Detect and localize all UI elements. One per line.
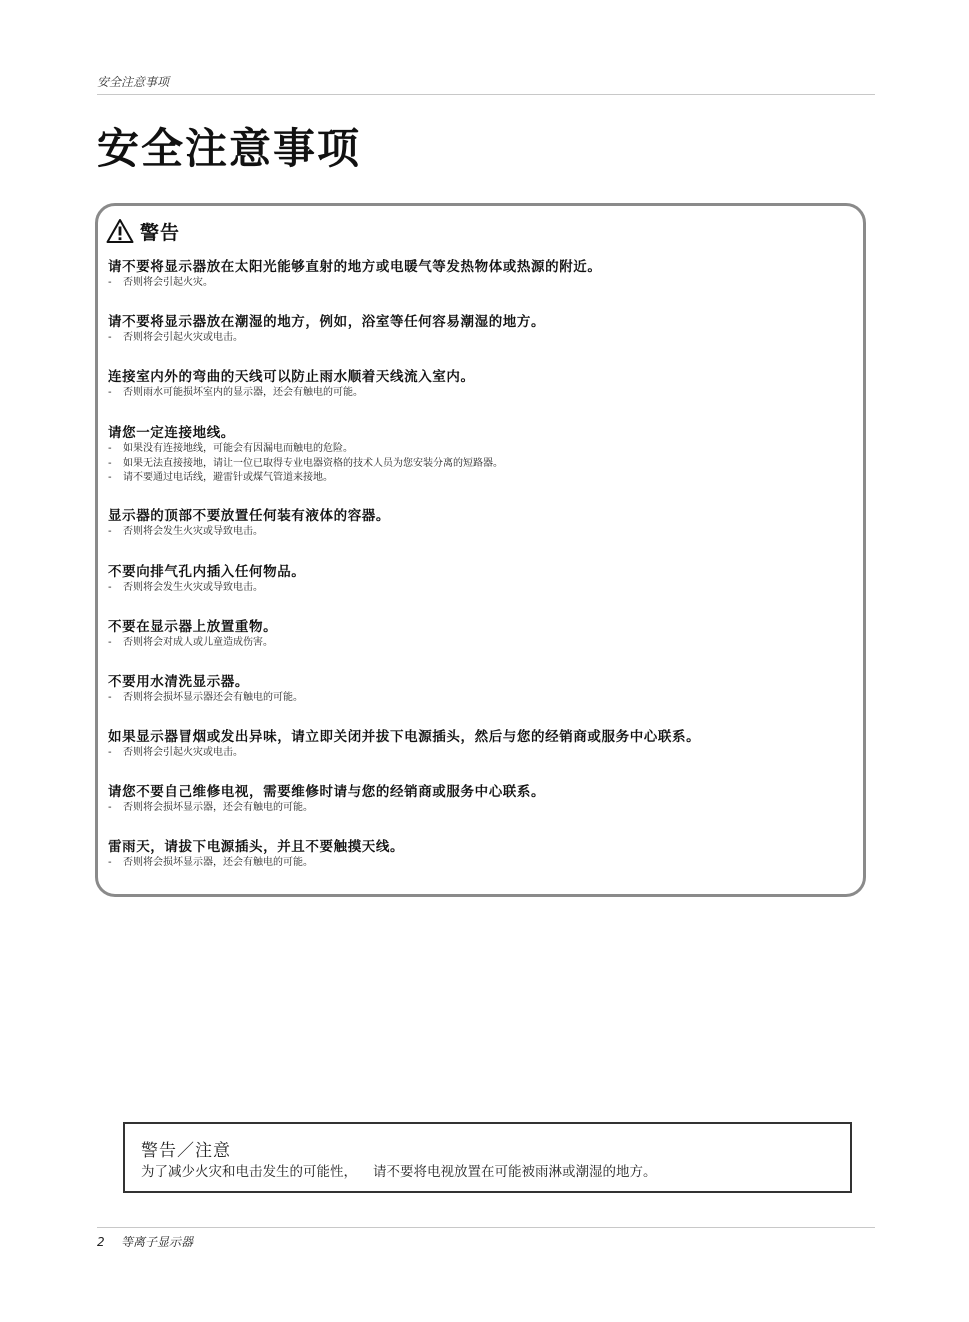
note-bullet: - bbox=[108, 637, 112, 648]
warning-item bbox=[108, 507, 858, 540]
warning-item-note bbox=[108, 471, 858, 486]
footer bbox=[97, 1233, 193, 1250]
caution-text bbox=[141, 1160, 657, 1180]
warning-item bbox=[108, 313, 858, 346]
note-bullet: - bbox=[108, 457, 112, 469]
note-bullet: - bbox=[108, 332, 112, 343]
caution-text-part1: 为了减少火灾和电击发生的可能性， bbox=[141, 1164, 357, 1180]
page-number: 2 bbox=[97, 1235, 105, 1249]
note-text: 否则将会损坏显示器，还会有触电的可能。 bbox=[123, 802, 313, 813]
caution-text-part2: 请不要将电视放置在可能被雨淋或潮湿的地方。 bbox=[373, 1164, 657, 1180]
warning-item-note bbox=[108, 331, 858, 346]
note-text: 否则将会发生火灾或导致电击。 bbox=[123, 526, 263, 537]
note-bullet: - bbox=[108, 692, 112, 703]
caution-title: 警告／注意 bbox=[141, 1141, 231, 1161]
note-text: 否则将会引起火灾或电击。 bbox=[123, 332, 243, 343]
note-text: 请不要通过电话线，避雷针或煤气管道来接地。 bbox=[123, 472, 333, 483]
note-text: 否则将会对成人或儿童造成伤害。 bbox=[123, 637, 273, 648]
warning-item-title: 不要用水清洗显示器。 bbox=[108, 674, 249, 690]
note-text: 否则将会引起火灾或电击。 bbox=[123, 747, 243, 758]
footer-rule bbox=[97, 1227, 875, 1228]
warning-item bbox=[108, 618, 858, 651]
warning-item-title: 不要在显示器上放置重物。 bbox=[108, 619, 278, 635]
warning-item bbox=[108, 728, 858, 761]
warning-item bbox=[108, 673, 858, 706]
note-bullet: - bbox=[108, 526, 112, 537]
warning-item-note bbox=[108, 442, 858, 457]
warning-item-note bbox=[108, 581, 858, 596]
warning-item-note bbox=[108, 457, 858, 472]
caution-box bbox=[123, 1122, 852, 1193]
note-bullet: - bbox=[108, 747, 112, 758]
warning-item-title: 连接室内外的弯曲的天线可以防止雨水顺着天线流入室内。 bbox=[108, 369, 475, 385]
warning-item-title: 雷雨天，请拔下电源插头，并且不要触摸天线。 bbox=[108, 839, 405, 855]
page-title: 安全注意事项 bbox=[97, 124, 362, 173]
note-bullet: - bbox=[108, 857, 112, 868]
note-text: 否则将会发生火灾或导致电击。 bbox=[123, 582, 263, 593]
warning-item-note bbox=[108, 276, 858, 291]
running-head: 安全注意事项 bbox=[97, 75, 170, 89]
note-text: 否则雨水可能损坏室内的显示器，还会有触电的可能。 bbox=[123, 387, 363, 398]
header-rule bbox=[97, 94, 875, 95]
warning-item bbox=[108, 838, 858, 871]
warning-item-title: 显示器的顶部不要放置任何装有液体的容器。 bbox=[108, 508, 390, 524]
note-text: 如果没有连接地线，可能会有因漏电而触电的危险。 bbox=[123, 443, 353, 454]
note-bullet: - bbox=[108, 582, 112, 593]
warning-item bbox=[108, 424, 858, 486]
note-text: 否则将会损坏显示器还会有触电的可能。 bbox=[123, 692, 303, 703]
warning-item-title: 请不要将显示器放在太阳光能够直射的地方或电暖气等发热物体或热源的附近。 bbox=[108, 259, 602, 275]
note-bullet: - bbox=[108, 802, 112, 813]
warning-item bbox=[108, 563, 858, 596]
warning-header bbox=[106, 216, 180, 246]
warning-item bbox=[108, 258, 858, 291]
note-bullet: - bbox=[108, 443, 112, 454]
warning-item-note bbox=[108, 386, 858, 401]
warning-item-note bbox=[108, 636, 858, 651]
warning-item-title: 不要向排气孔内插入任何物品。 bbox=[108, 564, 306, 580]
warning-triangle-icon bbox=[106, 218, 134, 244]
warning-item-title: 请不要将显示器放在潮湿的地方，例如，浴室等任何容易潮湿的地方。 bbox=[108, 314, 546, 330]
warning-label: 警告 bbox=[140, 221, 181, 244]
note-bullet: - bbox=[108, 472, 112, 483]
warning-item-title: 请您一定连接地线。 bbox=[108, 425, 235, 441]
note-bullet: - bbox=[108, 387, 112, 398]
warning-item-note bbox=[108, 746, 858, 761]
warning-item-title: 如果显示器冒烟或发出异味，请立即关闭并拔下电源插头，然后与您的经销商或服务中心联系。 bbox=[108, 729, 701, 745]
note-text: 如果无法直接接地，请让一位已取得专业电器资格的技术人员为您安装分离的短路器。 bbox=[123, 457, 503, 469]
warning-item bbox=[108, 368, 858, 401]
note-text: 否则将会损坏显示器，还会有触电的可能。 bbox=[123, 857, 313, 868]
note-bullet: - bbox=[108, 277, 112, 288]
warning-item-title: 请您不要自己维修电视，需要维修时请与您的经销商或服务中心联系。 bbox=[108, 784, 546, 800]
warning-item-note bbox=[108, 801, 858, 816]
note-text: 否则将会引起火灾。 bbox=[123, 277, 213, 288]
warning-item-note bbox=[108, 691, 858, 706]
warning-item bbox=[108, 783, 858, 816]
footer-label: 等离子显示器 bbox=[121, 1235, 194, 1249]
warning-item-note bbox=[108, 525, 858, 540]
warning-item-note bbox=[108, 856, 858, 871]
